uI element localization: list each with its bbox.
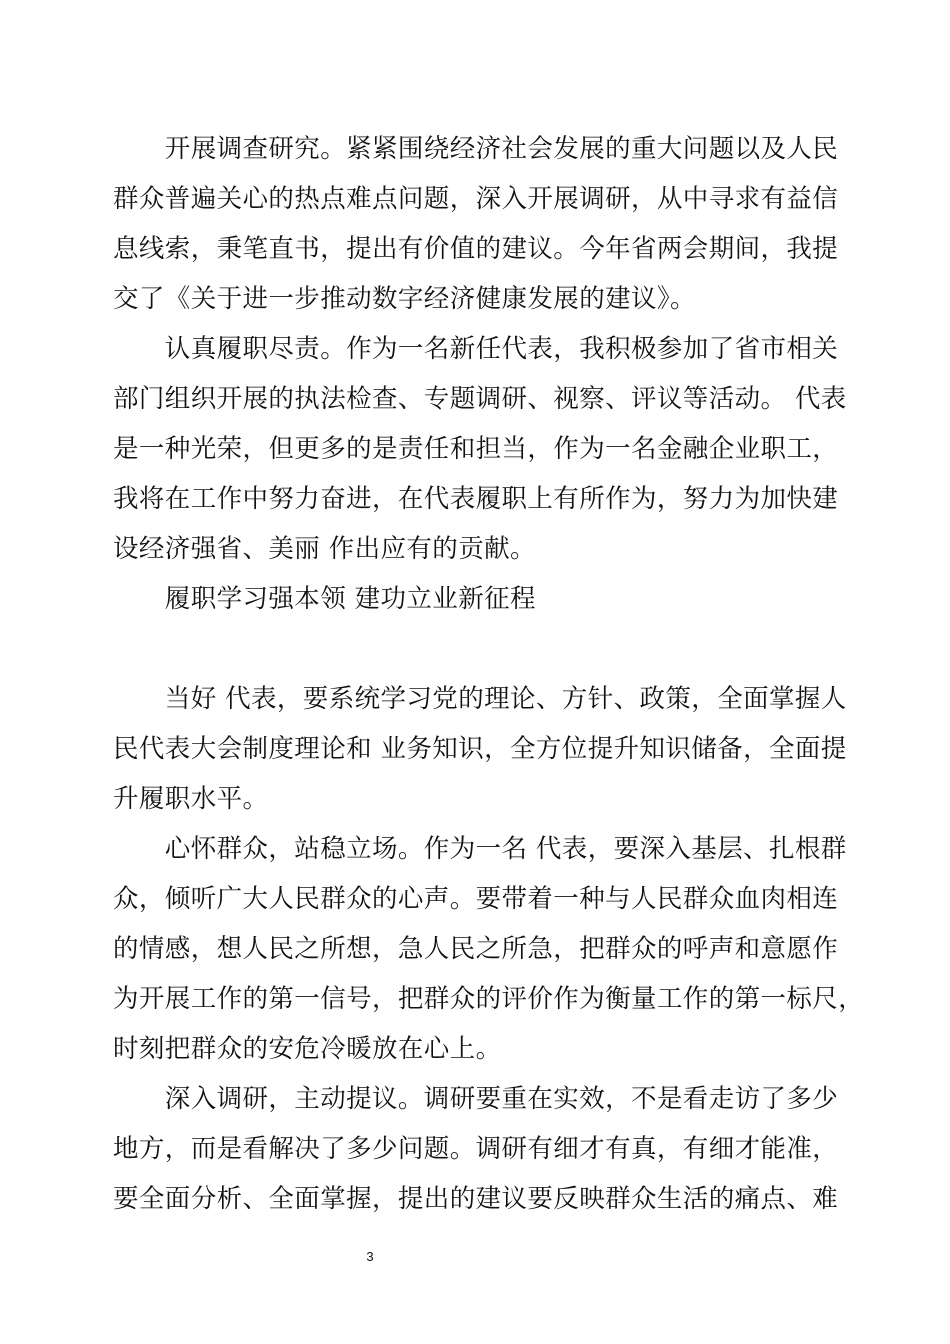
text-line: 设经济强省、美丽 作出应有的贡献。 [113,534,536,564]
text-line: 要全面分析、全面掌握，提出的建议要反映群众生活的痛点、难 [113,1184,839,1214]
text-line: 众，倾听广大人民群众的心声。要带着一种与人民群众血肉相连 [113,884,839,914]
text-line: 当好 代表，要系统学习党的理论、方针、政策，全面掌握人 [113,684,847,714]
page-number: 3 [366,1249,374,1264]
text-line: 的情感，想人民之所想，急人民之所急，把群众的呼声和意愿作 [113,934,839,964]
text-line: 升履职水平。 [113,784,269,814]
text-line: 群众普遍关心的热点难点问题，深入开展调研，从中寻求有益信 [113,184,839,214]
text-line: 深入调研，主动提议。调研要重在实效，不是看走访了多少 [113,1084,839,1114]
text-line: 时刻把群众的安危冷暖放在心上。 [113,1034,502,1064]
text-line: 开展调查研究。紧紧围绕经济社会发展的重大问题以及人民 [113,134,839,164]
text-line: 民代表大会制度理论和 业务知识，全方位提升知识储备，全面提 [113,734,847,764]
text-line: 地方，而是看解决了多少问题。调研有细才有真，有细才能准， [113,1134,839,1164]
text-line: 为开展工作的第一信号，把群众的评价作为衡量工作的第一标尺， [113,984,865,1014]
text-line: 心怀群众，站稳立场。作为一名 代表，要深入基层、扎根群 [113,834,847,864]
text-line: 交了《关于进一步推动数字经济健康发展的建议》。 [113,284,696,314]
text-line: 是一种光荣，但更多的是责任和担当，作为一名金融企业职工， [113,434,839,464]
text-line: 我将在工作中努力奋进，在代表履职上有所作为，努力为加快建 [113,484,839,514]
text-line: 息线索，秉笔直书，提出有价值的建议。今年省两会期间，我提 [113,234,839,264]
text-line: 部门组织开展的执法检查、专题调研、视察、评议等活动。 代表 [113,384,847,414]
text-line: 认真履职尽责。作为一名新任代表，我积极参加了省市相关 [113,334,839,364]
section-heading: 履职学习强本领 建功立业新征程 [113,584,536,614]
